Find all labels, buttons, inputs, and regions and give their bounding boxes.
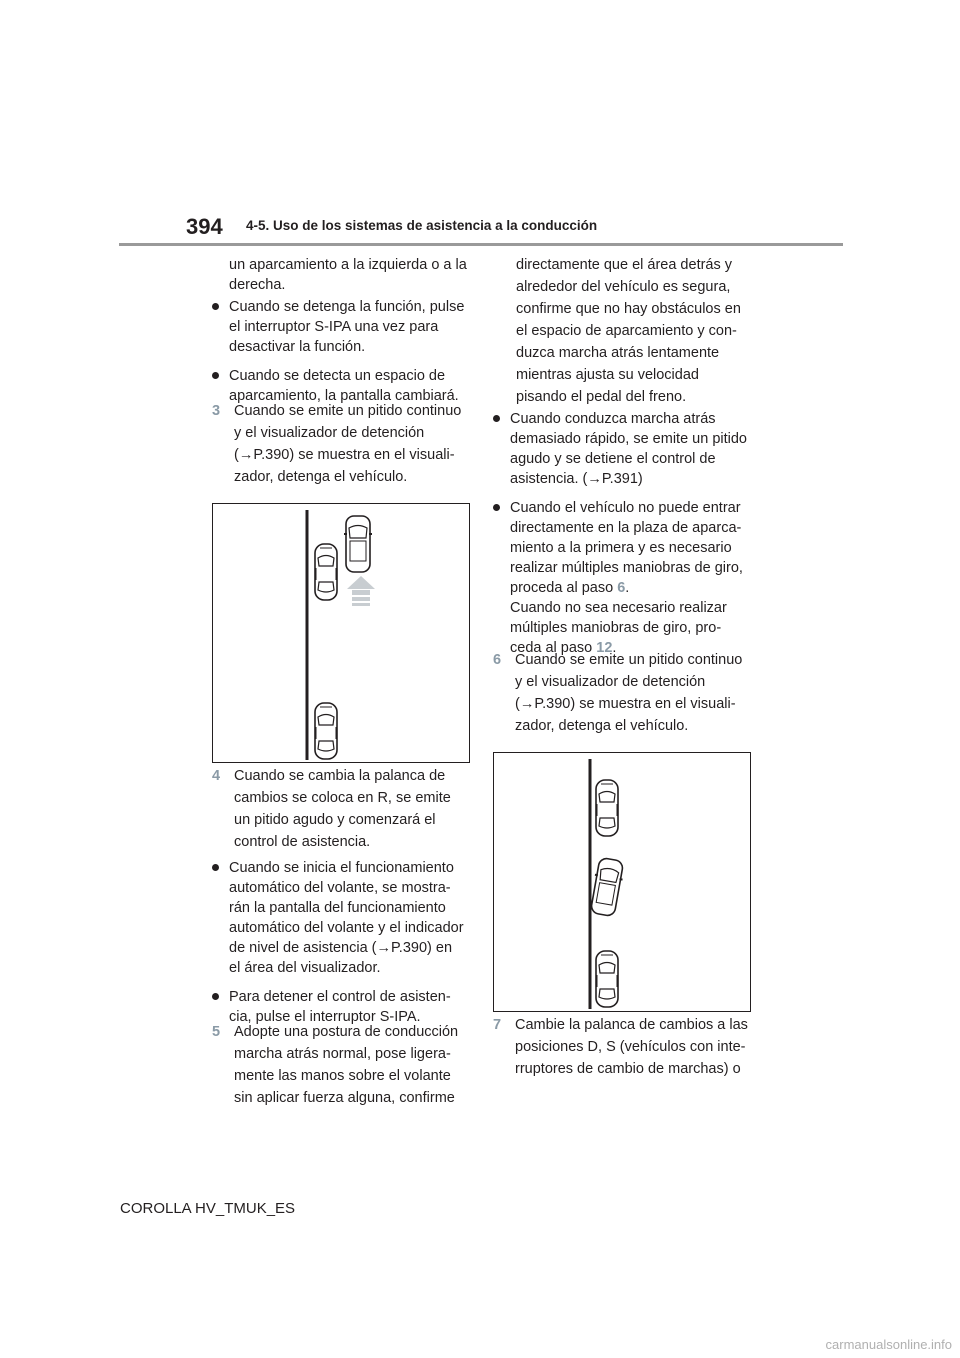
page-number: 394 <box>186 214 223 239</box>
step-5-continued: directamente que el área detrás y alrededor del vehículo es segura, confirme que no hay obstáculos en el espacio de aparcamiento y con- duzca marcha atrás lentamente mientras ajusta su velocidad pisando el pedal del freno. <box>516 257 741 405</box>
forward-arrow <box>347 576 375 606</box>
step-reference-12: 12 <box>596 640 613 656</box>
intro-text: un aparcamiento a la izquierda o a la derecha. <box>229 257 467 293</box>
left-bullets-2 <box>212 858 474 1036</box>
parking-illustration <box>213 504 469 762</box>
parked-car-bottom <box>596 951 618 1007</box>
left-bullets-1 <box>212 297 474 415</box>
parked-car-bottom <box>315 703 337 759</box>
step-7: 7 Cambie la palanca de cambios a las posiciones D, S (vehículos con inte- rruptores de cambio de marchas) o <box>493 1014 755 1089</box>
header-rule <box>119 243 843 246</box>
bullet-space-detected: Cuando se detecta un espacio de aparcamiento, la pantalla cambiará. <box>212 366 474 406</box>
parked-car-top <box>315 544 337 600</box>
step-number: 6 <box>493 652 502 668</box>
bullet-stop-function: Cuando se detenga la función, pulse el interruptor S-IPA una vez para desactivar la función. <box>212 297 474 357</box>
bullet-stop-control: Para detener el control de asisten- cia, pulse el interruptor S-IPA. <box>212 987 474 1027</box>
step-3: 3 Cuando se emite un pitido continuo y el visualizador de detención (→P.390) se muestra en el visuali- zador, detenga el vehículo. <box>212 400 474 497</box>
step-6: 6 Cuando se emite un pitido continuo y el visualizador de detención (→P.390) se muestra en el visuali- zador, detenga el vehículo. <box>493 649 755 746</box>
bullet-steering-start: Cuando se inicia el funcionamiento automático del volante, se mostra- rán la pantalla del funcionamiento automático del volante y el indicador de nivel de asistencia (→P.390) en el área del visualizador. <box>212 858 474 978</box>
parking-illustration <box>494 753 750 1011</box>
bullet-reverse-fast: Cuando conduzca marcha atrás demasiado rápido, se emite un pitido agudo y se detiene el control de asistencia. (→P.391) <box>493 409 755 489</box>
step-number: 5 <box>212 1024 221 1040</box>
watermark: carmanualsonline.info <box>825 1337 952 1352</box>
step-4: 4 Cuando se cambia la palanca de cambios se coloca en R, se emite un pitido agudo y comenzará el control de asistencia. <box>212 765 474 862</box>
step-5: 5 Adopte una postura de conducción marcha atrás normal, pose ligera- mente las manos sobre el volante sin aplicar fuerza alguna, confirme <box>212 1021 474 1118</box>
own-vehicle-parking <box>588 857 625 917</box>
step-number: 4 <box>212 768 221 784</box>
bullet-multiple-maneuvers: Cuando el vehículo no puede entrar directamente en la plaza de aparca- miento a la primera y es necesario realizar múltiples maniobras de giro, proceda al paso 6. Cuando no sea necesario realizar múltiples maniobras de giro, pro- ceda al paso 12. <box>493 498 755 658</box>
step-number: 3 <box>212 403 221 419</box>
parking-diagram-2 <box>493 752 751 1012</box>
step-number: 7 <box>493 1017 502 1033</box>
own-vehicle <box>344 516 372 572</box>
parking-diagram-1 <box>212 503 470 763</box>
parked-car-top <box>596 780 618 836</box>
document-code: COROLLA HV_TMUK_ES <box>120 1200 296 1217</box>
right-bullets <box>493 409 755 667</box>
section-title: 4-5. Uso de los sistemas de asistencia a la conducción <box>246 218 598 233</box>
step-reference-6: 6 <box>617 580 626 596</box>
